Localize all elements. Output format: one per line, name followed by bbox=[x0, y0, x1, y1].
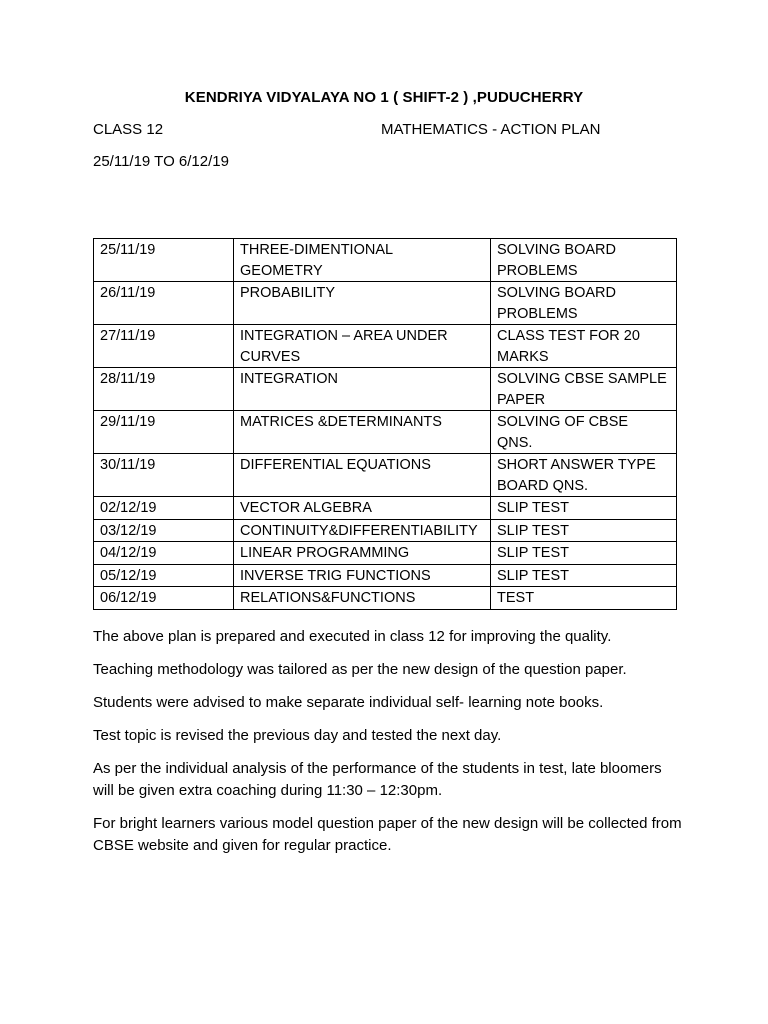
date-cell: 03/12/19 bbox=[94, 519, 234, 542]
activity-cell: SLIP TEST bbox=[491, 519, 677, 542]
note-paragraph: As per the individual analysis of the performance of the students in test, late bloomers will be given extra coaching during 11:30 – 12:30pm. bbox=[93, 760, 662, 799]
activity-cell: SOLVING BOARD PROBLEMS bbox=[491, 239, 677, 282]
activity-cell: SLIP TEST bbox=[491, 497, 677, 520]
topic-cell: MATRICES &DETERMINANTS bbox=[234, 411, 491, 454]
date-cell: 26/11/19 bbox=[94, 282, 234, 325]
date-cell: 30/11/19 bbox=[94, 454, 234, 497]
topic-cell: PROBABILITY bbox=[234, 282, 491, 325]
action-plan-table bbox=[93, 238, 677, 610]
activity-cell: SOLVING OF CBSE QNS. bbox=[491, 411, 677, 454]
date-range: 25/11/19 TO 6/12/19 bbox=[93, 153, 229, 170]
table-row bbox=[94, 325, 677, 368]
activity-cell: CLASS TEST FOR 20 MARKS bbox=[491, 325, 677, 368]
date-cell: 27/11/19 bbox=[94, 325, 234, 368]
date-cell: 04/12/19 bbox=[94, 542, 234, 565]
table-row bbox=[94, 282, 677, 325]
notes-section bbox=[93, 626, 683, 868]
table-row bbox=[94, 368, 677, 411]
activity-cell: SLIP TEST bbox=[491, 542, 677, 565]
note-paragraph: Test topic is revised the previous day and tested the next day. bbox=[93, 727, 502, 744]
school-title: KENDRIYA VIDYALAYA NO 1 ( SHIFT-2 ) ,PUDUCHERRY bbox=[184, 89, 584, 106]
activity-cell: SOLVING BOARD PROBLEMS bbox=[491, 282, 677, 325]
topic-cell: INTEGRATION bbox=[234, 368, 491, 411]
topic-cell: RELATIONS&FUNCTIONS bbox=[234, 587, 491, 610]
table-row bbox=[94, 454, 677, 497]
activity-cell: TEST bbox=[491, 587, 677, 610]
table-row bbox=[94, 587, 677, 610]
class-label: CLASS 12 bbox=[93, 121, 164, 138]
date-cell: 25/11/19 bbox=[94, 239, 234, 282]
date-cell: 02/12/19 bbox=[94, 497, 234, 520]
table-row bbox=[94, 542, 677, 565]
note-paragraph: The above plan is prepared and executed in class 12 for improving the quality. bbox=[93, 628, 612, 645]
table-row bbox=[94, 519, 677, 542]
activity-cell: SOLVING CBSE SAMPLE PAPER bbox=[491, 368, 677, 411]
date-cell: 05/12/19 bbox=[94, 564, 234, 587]
date-cell: 29/11/19 bbox=[94, 411, 234, 454]
note-paragraph: For bright learners various model question paper of the new design will be collected from CBSE website and given for regular practice. bbox=[93, 815, 682, 854]
topic-cell: LINEAR PROGRAMMING bbox=[234, 542, 491, 565]
date-cell: 28/11/19 bbox=[94, 368, 234, 411]
topic-cell: DIFFERENTIAL EQUATIONS bbox=[234, 454, 491, 497]
table-row bbox=[94, 497, 677, 520]
note-paragraph: Teaching methodology was tailored as per the new design of the question paper. bbox=[93, 661, 627, 678]
topic-cell: INTEGRATION – AREA UNDER CURVES bbox=[234, 325, 491, 368]
activity-cell: SHORT ANSWER TYPE BOARD QNS. bbox=[491, 454, 677, 497]
table-row bbox=[94, 411, 677, 454]
table-row bbox=[94, 564, 677, 587]
activity-cell: SLIP TEST bbox=[491, 564, 677, 587]
date-cell: 06/12/19 bbox=[94, 587, 234, 610]
note-paragraph: Students were advised to make separate individual self- learning note books. bbox=[93, 694, 604, 711]
topic-cell: VECTOR ALGEBRA bbox=[234, 497, 491, 520]
table-row bbox=[94, 239, 677, 282]
topic-cell: THREE-DIMENTIONAL GEOMETRY bbox=[234, 239, 491, 282]
topic-cell: INVERSE TRIG FUNCTIONS bbox=[234, 564, 491, 587]
subject-label: MATHEMATICS - ACTION PLAN bbox=[381, 121, 601, 138]
topic-cell: CONTINUITY&DIFFERENTIABILITY bbox=[234, 519, 491, 542]
